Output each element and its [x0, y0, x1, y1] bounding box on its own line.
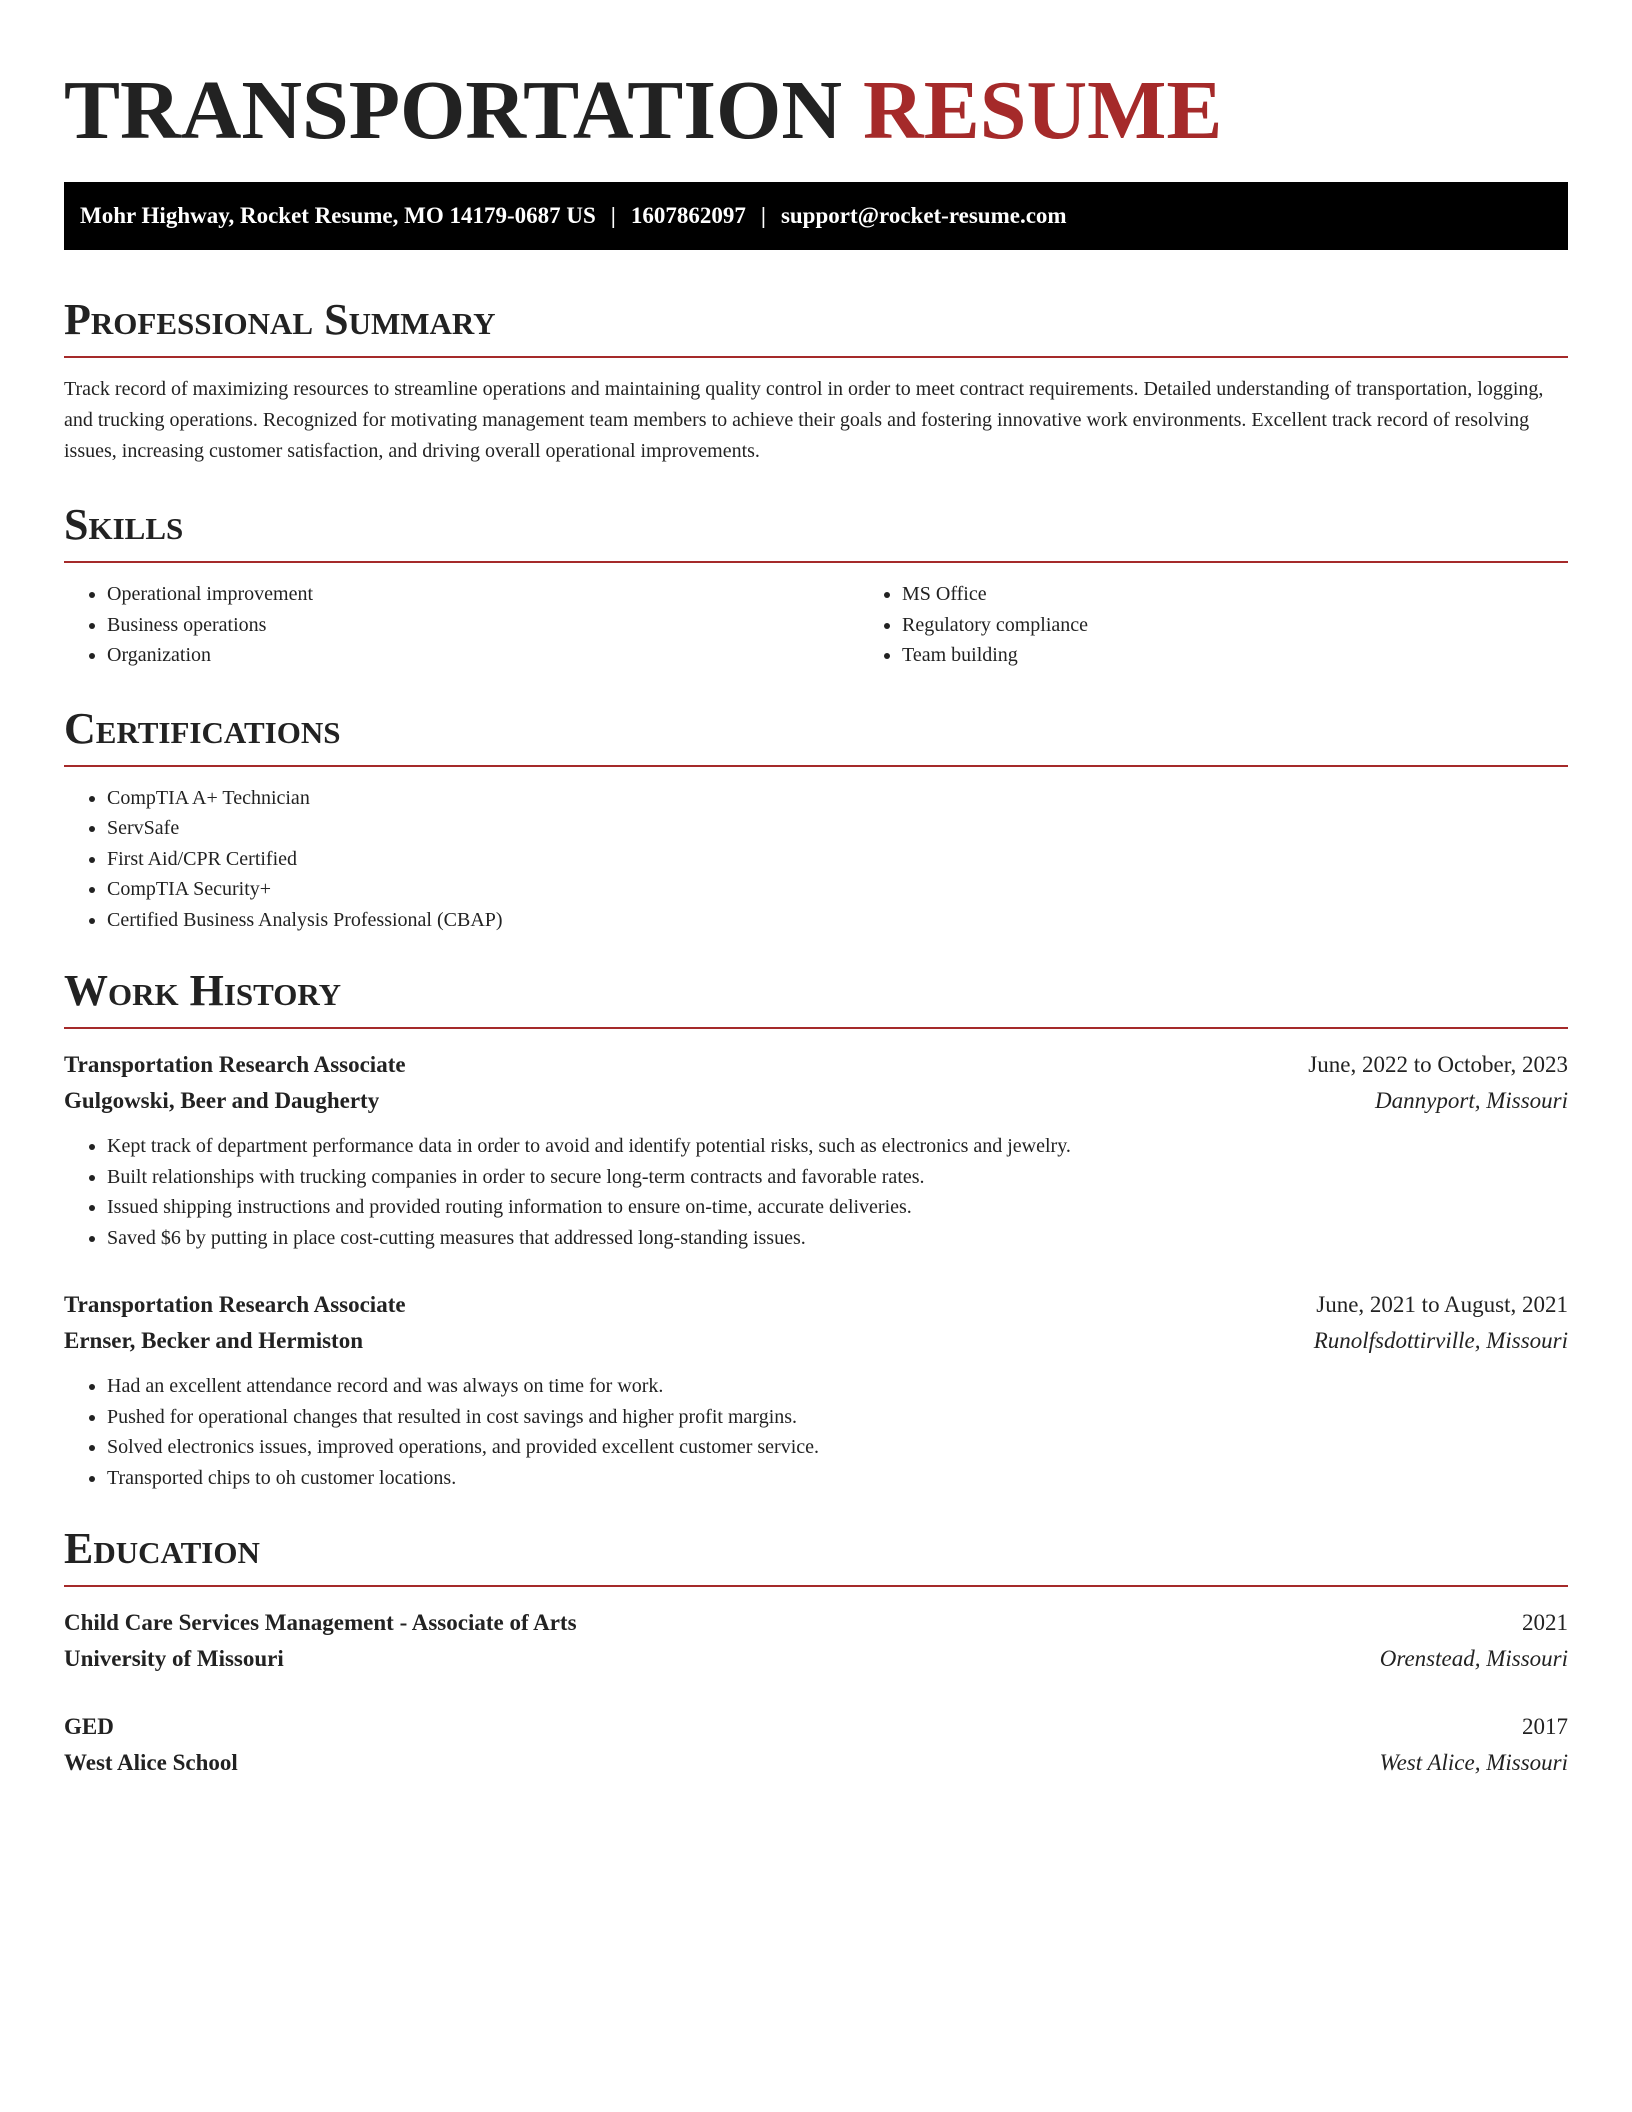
skill-item: • Organization — [107, 640, 859, 671]
certifications-heading: Certifications — [64, 705, 1568, 767]
job-duties-list — [64, 1131, 1568, 1253]
certification-item: • CompTIA A+ Technician — [107, 783, 1568, 814]
job-company: Ernser, Becker and Hermiston — [64, 1328, 363, 1353]
job-duty: • Pushed for operational changes that resulted in cost savings and higher profit margins. — [107, 1402, 1568, 1433]
summary-heading: Professional Summary — [64, 296, 1568, 358]
certification-item: • First Aid/CPR Certified — [107, 844, 1568, 875]
title-part-1: TRANSPORTATION — [64, 64, 843, 157]
skills-list-left — [64, 579, 859, 671]
skill-item: • Business operations — [107, 610, 859, 641]
job-duty: • Solved electronics issues, improved operations, and provided excellent customer service. — [107, 1432, 1568, 1463]
job-title-row — [64, 1287, 1568, 1323]
job-company: Gulgowski, Beer and Daugherty — [64, 1088, 380, 1113]
skills-list-right — [859, 579, 1632, 671]
skills-columns — [64, 563, 1568, 671]
job-title: Transportation Research Associate — [64, 1292, 406, 1317]
education-year: 2017 — [1522, 1714, 1568, 1739]
job-duty: • Transported chips to oh customer locations. — [107, 1463, 1568, 1494]
certifications-list — [64, 783, 1568, 936]
skill-item: • Operational improvement — [107, 579, 859, 610]
job-duty: • Issued shipping instructions and provided routing information to ensure on-time, accurate deliveries. — [107, 1192, 1568, 1223]
education-entry — [64, 1709, 1568, 1781]
skills-heading: Skills — [64, 501, 1568, 563]
contact-separator: | — [760, 203, 766, 228]
job-duty: • Kept track of department performance data in order to avoid and identify potential risks, such as electronics and jewelry. — [107, 1131, 1568, 1162]
skills-section — [64, 501, 1568, 671]
job-duties-list — [64, 1371, 1568, 1493]
education-heading: Education — [64, 1525, 1568, 1587]
job-title: Transportation Research Associate — [64, 1052, 406, 1077]
job-entry — [64, 1287, 1568, 1493]
contact-phone: 1607862097 — [630, 203, 746, 228]
summary-section — [64, 296, 1568, 467]
education-entry — [64, 1605, 1568, 1677]
education-location: West Alice, Missouri — [1379, 1750, 1568, 1775]
education-school: West Alice School — [64, 1750, 238, 1775]
education-school: University of Missouri — [64, 1646, 284, 1671]
certifications-section — [64, 705, 1568, 936]
education-section — [64, 1525, 1568, 1781]
education-degree-row — [64, 1605, 1568, 1641]
job-entry — [64, 1047, 1568, 1253]
job-title-row — [64, 1047, 1568, 1083]
job-duty: • Had an excellent attendance record and was always on time for work. — [107, 1371, 1568, 1402]
education-degree: Child Care Services Management - Associate of Arts — [64, 1610, 577, 1635]
skill-item: • MS Office — [902, 579, 1632, 610]
education-location: Orenstead, Missouri — [1379, 1646, 1568, 1671]
job-location: Dannyport, Missouri — [1375, 1088, 1568, 1113]
contact-separator: | — [610, 203, 616, 228]
education-year: 2021 — [1522, 1610, 1568, 1635]
certification-item: • CompTIA Security+ — [107, 874, 1568, 905]
job-duty: • Saved $6 by putting in place cost-cutting measures that addressed long-standing issues. — [107, 1223, 1568, 1254]
contact-email: support@rocket-resume.com — [780, 203, 1067, 228]
work-history-section — [64, 967, 1568, 1493]
education-school-row — [64, 1745, 1568, 1781]
job-dates: June, 2022 to October, 2023 — [1308, 1052, 1568, 1077]
job-duty: • Built relationships with trucking companies in order to secure long-term contracts and favorable rates. — [107, 1162, 1568, 1193]
job-dates: June, 2021 to August, 2021 — [1316, 1292, 1568, 1317]
summary-text: Track record of maximizing resources to streamline operations and maintaining quality control in order to meet contract requirements. Detailed understanding of transportation, logging, and trucking operations. Recognized for motivating management team members to achieve their goals and fostering innovative work environments. Excellent track record of resolving issues, increasing customer satisfaction, and driving overall operational improvements. — [64, 378, 1544, 462]
skill-item: • Team building — [902, 640, 1632, 671]
education-degree-row — [64, 1709, 1568, 1745]
work-history-heading: Work History — [64, 967, 1568, 1029]
contact-bar — [64, 182, 1568, 250]
education-school-row — [64, 1641, 1568, 1677]
job-company-row — [64, 1083, 1568, 1119]
title-part-2: RESUME — [863, 64, 1223, 157]
certification-item: • Certified Business Analysis Professional (CBAP) — [107, 905, 1568, 936]
resume-title — [64, 58, 1568, 156]
education-degree: GED — [64, 1714, 114, 1739]
skill-item: • Regulatory compliance — [902, 610, 1632, 641]
certification-item: • ServSafe — [107, 813, 1568, 844]
job-location: Runolfsdottirville, Missouri — [1313, 1328, 1568, 1353]
job-company-row — [64, 1323, 1568, 1359]
contact-address: Mohr Highway, Rocket Resume, MO 14179-0687 US — [80, 203, 596, 228]
